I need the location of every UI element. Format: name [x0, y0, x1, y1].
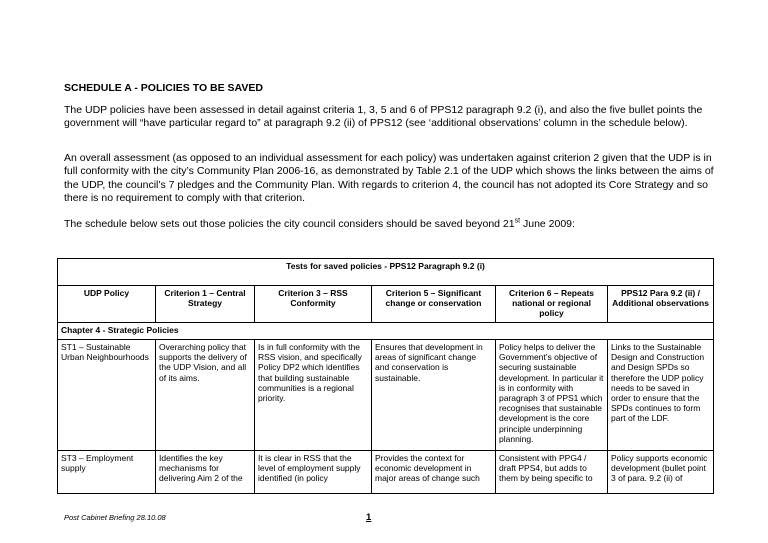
column-header-criterion-3: Criterion 3 – RSS Conformity	[255, 286, 372, 323]
column-header-criterion-6: Criterion 6 – Repeats national or regional policy	[496, 286, 608, 323]
column-header-criterion-5: Criterion 5 – Significant change or conservation	[372, 286, 496, 323]
schedule-heading: SCHEDULE A - POLICIES TO BE SAVED	[64, 82, 263, 94]
table-cell: ST3 – Employment supply	[58, 451, 156, 494]
column-header-criterion-1: Criterion 1 – Central Strategy	[156, 286, 255, 323]
column-header-additional-observations: PPS12 Para 9.2 (ii) / Additional observations	[608, 286, 714, 323]
column-header-udp-policy: UDP Policy	[58, 286, 156, 323]
table-title: Tests for saved policies - PPS12 Paragraph 9.2 (i)	[58, 259, 714, 286]
schedule-intro-text: The schedule below sets out those policies the city council considers should be saved beyond 21	[64, 218, 515, 230]
table-cell: ST1 – Sustainable Urban Neighbourhoods	[58, 340, 156, 451]
page-number: 1	[366, 512, 372, 523]
intro-paragraph: The UDP policies have been assessed in detail against criteria 1, 3, 5 and 6 of PPS12 paragraph 9.2 (i), and also the five bullet points the government will “have particular regard to” at paragraph 9.2 (ii) of PPS12 (see ‘additional observations’ column in the schedule below).	[64, 104, 703, 130]
schedule-intro-paragraph	[64, 218, 714, 231]
chapter-row: Chapter 4 - Strategic Policies	[58, 323, 714, 340]
table-cell: Links to the Sustainable Design and Construction and Design SPDs so therefore the UDP policy needs to be saved in order to ensure that the SPDs continues to form part of the LDF.	[608, 340, 714, 451]
assessment-paragraph: An overall assessment (as opposed to an individual assessment for each policy) was undertaken against criterion 2 given that the UDP is in full conformity with the city’s Community Plan 2006-16, as demonstrated by Table 2.1 of the UDP which shows the links between the aims of the UDP, the council’s 7 pledges and the Community Plan. With regards to criterion 4, the council has not adopted its Core Strategy and so there is no requirement to comply with that criterion.	[64, 152, 714, 205]
schedule-intro-date-text: June 2009:	[520, 218, 575, 230]
ordinal-suffix: st	[514, 217, 521, 225]
table-cell: Ensures that development in areas of significant change and conservation is sustainable.	[372, 340, 496, 451]
table-cell: Policy helps to deliver the Government’s objective of securing sustainable development. In particular it is in conformity with paragraph 3 of PPS1 which recognises that sustainable development is the core principle underpinning planning.	[496, 340, 608, 451]
table-cell: Provides the context for economic development in major areas of change such	[372, 451, 496, 494]
table-cell: Consistent with PPG4 / draft PPS4, but adds to them by being specific to	[496, 451, 608, 494]
table-cell: Overarching policy that supports the delivery of the UDP Vision, and all of its aims.	[156, 340, 255, 451]
table-cell: Policy supports economic development (bullet point 3 of para. 9.2 (ii) of	[608, 451, 714, 494]
saved-policies-table	[57, 258, 714, 494]
table-cell: Is in full conformity with the RSS vision, and specifically Policy DP2 which identifies that building sustainable communities is a regional priority.	[255, 340, 372, 451]
table-cell: It is clear in RSS that the level of employment supply identified (in policy	[255, 451, 372, 494]
table-cell: Identifies the key mechanisms for delivering Aim 2 of the	[156, 451, 255, 494]
table-row	[58, 451, 714, 494]
table-row	[58, 340, 714, 451]
footer-text: Post Cabinet Briefing 28.10.08	[64, 513, 166, 522]
